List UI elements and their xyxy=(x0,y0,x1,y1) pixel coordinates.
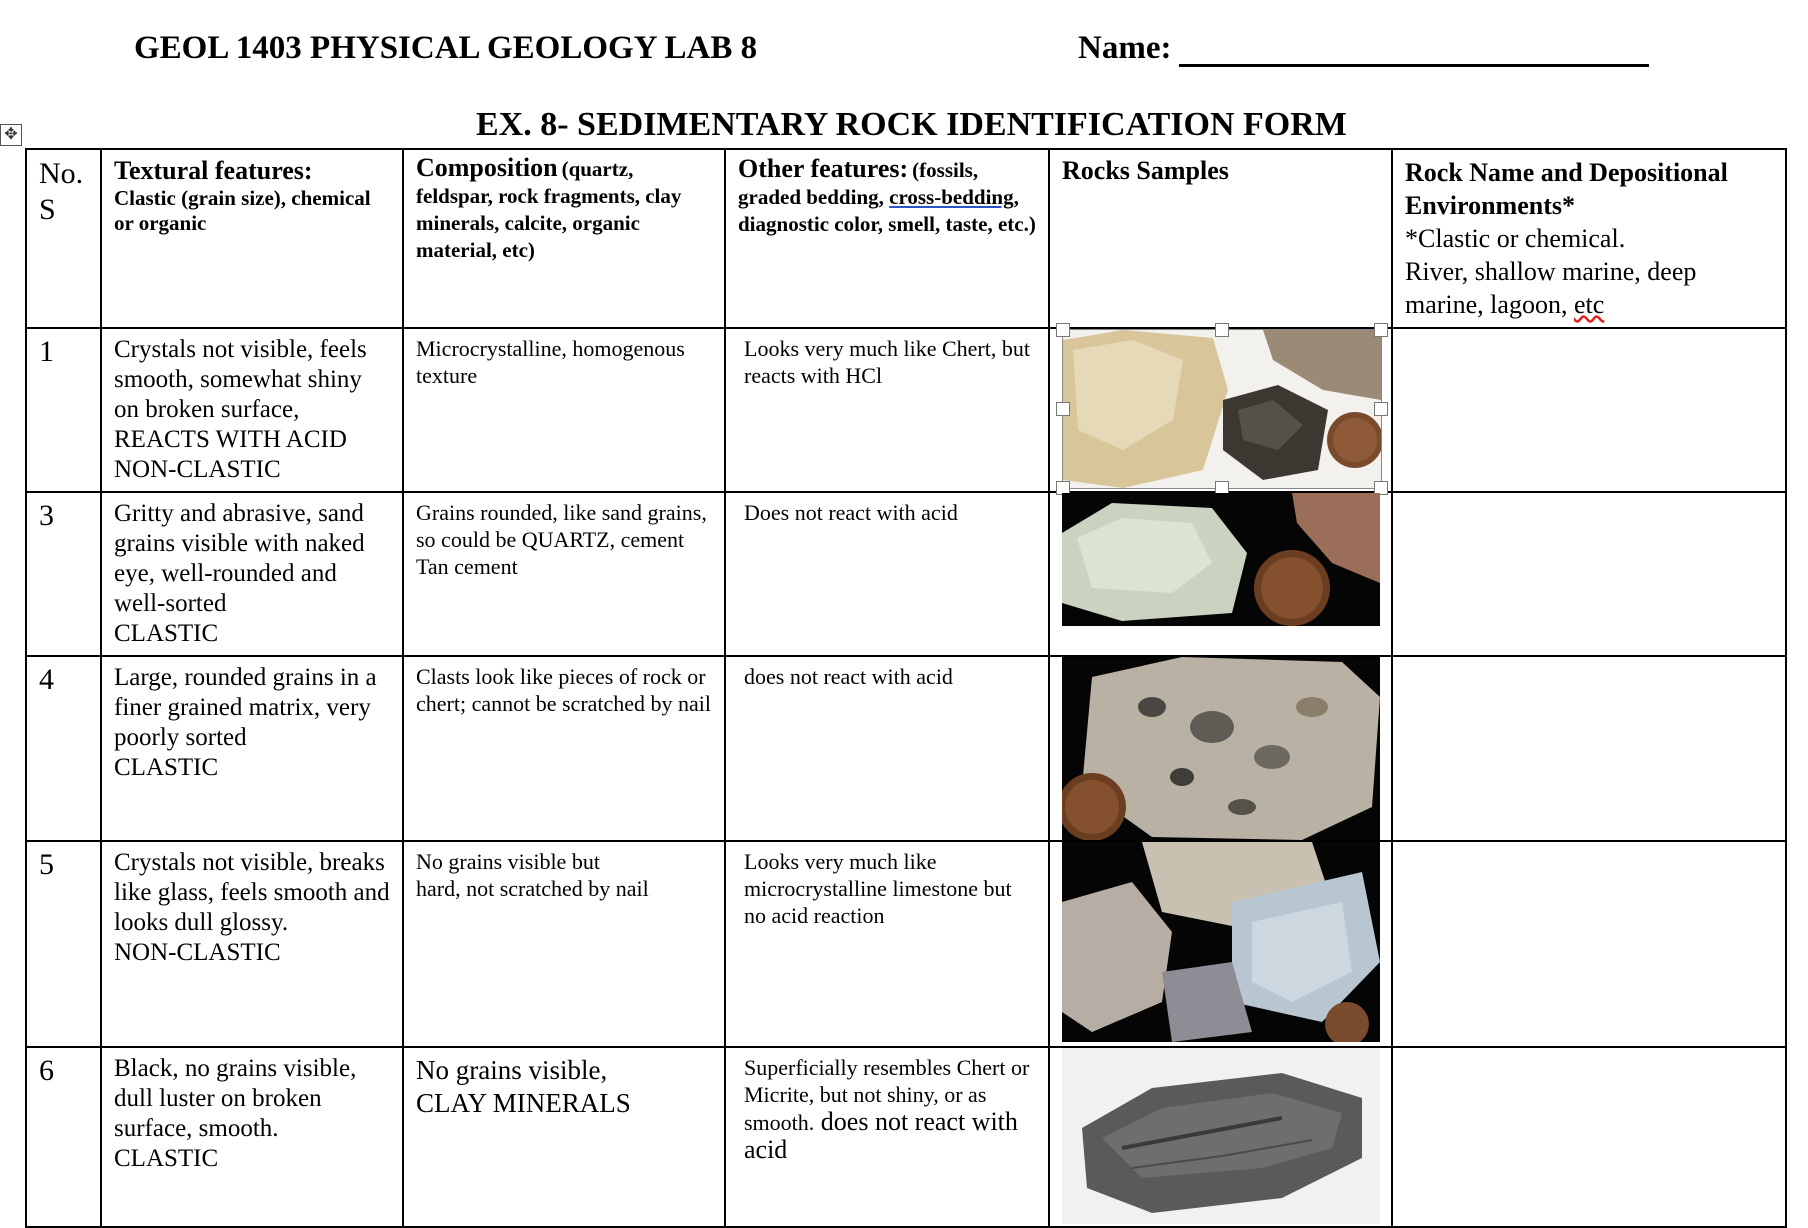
other-features-cell: Does not react with acid xyxy=(725,492,1049,656)
course-title: GEOL 1403 PHYSICAL GEOLOGY LAB 8 xyxy=(134,30,758,66)
row-number: 3 xyxy=(26,492,101,656)
table-row xyxy=(26,328,1786,492)
texture-header-sub: Clastic (grain size), chemical or organic xyxy=(114,186,371,235)
rock-name-cell[interactable] xyxy=(1392,841,1786,1047)
composition-cell: Grains rounded, like sand grains, so could be QUARTZ, cement Tan cement xyxy=(403,492,725,656)
table-move-handle-icon[interactable]: ✥ xyxy=(0,124,22,146)
rock-name-cell[interactable] xyxy=(1392,1047,1786,1227)
name-label: Name: xyxy=(1078,30,1172,66)
other-header-main: Other features: xyxy=(738,154,909,183)
other-features-cell: does not react with acid xyxy=(725,656,1049,841)
rockname-header-note1: *Clastic or chemical. xyxy=(1405,224,1626,253)
shale-sample-image xyxy=(1062,1048,1380,1224)
col-header-number-line1: No. xyxy=(39,157,84,190)
other-header-sub-b: cross-bedding xyxy=(889,185,1014,209)
sandstone-sample-image xyxy=(1062,493,1380,626)
other-features-cell: Looks very much like microcrystalline limestone but no acid reaction xyxy=(725,841,1049,1047)
table-row xyxy=(26,656,1786,841)
col-header-rockname xyxy=(1392,149,1786,328)
other-features-text-large: does not react with acid xyxy=(744,1107,1018,1164)
texture-cell: Crystals not visible, breaks like glass, feels smooth and looks dull glossy. NON-CLASTIC xyxy=(101,841,403,1047)
resize-handle[interactable] xyxy=(1056,323,1070,337)
table-row xyxy=(26,841,1786,1047)
col-header-texture xyxy=(101,149,403,328)
row-number: 4 xyxy=(26,656,101,841)
composition-cell: Microcrystalline, homogenous texture xyxy=(403,328,725,492)
rock-identification-table xyxy=(25,148,1787,1228)
sample-photo-cell xyxy=(1049,328,1392,492)
texture-cell: Crystals not visible, feels smooth, somewhat shiny on broken surface, REACTS WITH ACID NON-CLASTIC xyxy=(101,328,403,492)
sample-photo-cell xyxy=(1049,841,1392,1047)
table-header-row xyxy=(26,149,1786,328)
rock-name-cell[interactable] xyxy=(1392,656,1786,841)
limestone-sample-image[interactable] xyxy=(1062,329,1382,489)
rockname-header-main: Rock Name and Depositional Environments* xyxy=(1405,158,1728,220)
resize-handle[interactable] xyxy=(1374,323,1388,337)
resize-handle[interactable] xyxy=(1056,402,1070,416)
chert-sample-image xyxy=(1062,842,1380,1042)
composition-cell: No grains visible, CLAY MINERALS xyxy=(403,1047,725,1227)
row-number: 5 xyxy=(26,841,101,1047)
texture-cell: Large, rounded grains in a finer grained matrix, very poorly sorted CLASTIC xyxy=(101,656,403,841)
texture-cell: Gritty and abrasive, sand grains visible with naked eye, well-rounded and well-sorted CLASTIC xyxy=(101,492,403,656)
sample-photo-cell xyxy=(1049,656,1392,841)
other-header-sub-a: (fossils, graded bedding, xyxy=(738,158,979,209)
row-number: 1 xyxy=(26,328,101,492)
table-row xyxy=(26,492,1786,656)
rockname-header-note2a: River, shallow marine, deep marine, lagoon, xyxy=(1405,257,1697,319)
rockname-header-note2 xyxy=(1405,255,1773,321)
table-row xyxy=(26,1047,1786,1227)
sample-photo-cell xyxy=(1049,1047,1392,1227)
composition-header-main: Composition xyxy=(416,153,558,182)
name-blank-line[interactable] xyxy=(1179,34,1649,67)
col-header-other xyxy=(725,149,1049,328)
resize-handle[interactable] xyxy=(1374,402,1388,416)
texture-header-main: Textural features: xyxy=(114,156,313,185)
sample-photo-cell xyxy=(1049,492,1392,656)
form-title: EX. 8- SEDIMENTARY ROCK IDENTIFICATION FORM xyxy=(476,106,1347,143)
col-header-composition xyxy=(403,149,725,328)
rock-name-cell[interactable] xyxy=(1392,492,1786,656)
composition-cell: Clasts look like pieces of rock or chert; cannot be scratched by nail xyxy=(403,656,725,841)
col-header-number-line2: S xyxy=(39,193,56,226)
samples-header: Rocks Samples xyxy=(1062,156,1229,185)
other-features-text-small: Superficially resembles Chert or Micrite, but not shiny, or as smooth. xyxy=(744,1055,1030,1135)
name-field[interactable] xyxy=(1078,30,1649,67)
composition-cell: No grains visible but hard, not scratched by nail xyxy=(403,841,725,1047)
resize-handle[interactable] xyxy=(1215,323,1229,337)
rock-name-cell[interactable] xyxy=(1392,328,1786,492)
col-header-number xyxy=(26,149,101,328)
conglomerate-sample-image xyxy=(1062,657,1380,840)
other-features-cell xyxy=(725,1047,1049,1227)
row-number: 6 xyxy=(26,1047,101,1227)
rockname-header-note2b: etc xyxy=(1573,290,1605,319)
other-features-cell: Looks very much like Chert, but reacts with HCl xyxy=(725,328,1049,492)
composition-header-sub: (quartz, feldspar, rock fragments, clay minerals, calcite, organic material, etc) xyxy=(416,157,682,262)
texture-cell: Black, no grains visible, dull luster on broken surface, smooth. CLASTIC xyxy=(101,1047,403,1227)
other-header-sub-c: , diagnostic color, smell, taste, etc.) xyxy=(738,185,1036,236)
col-header-samples xyxy=(1049,149,1392,328)
